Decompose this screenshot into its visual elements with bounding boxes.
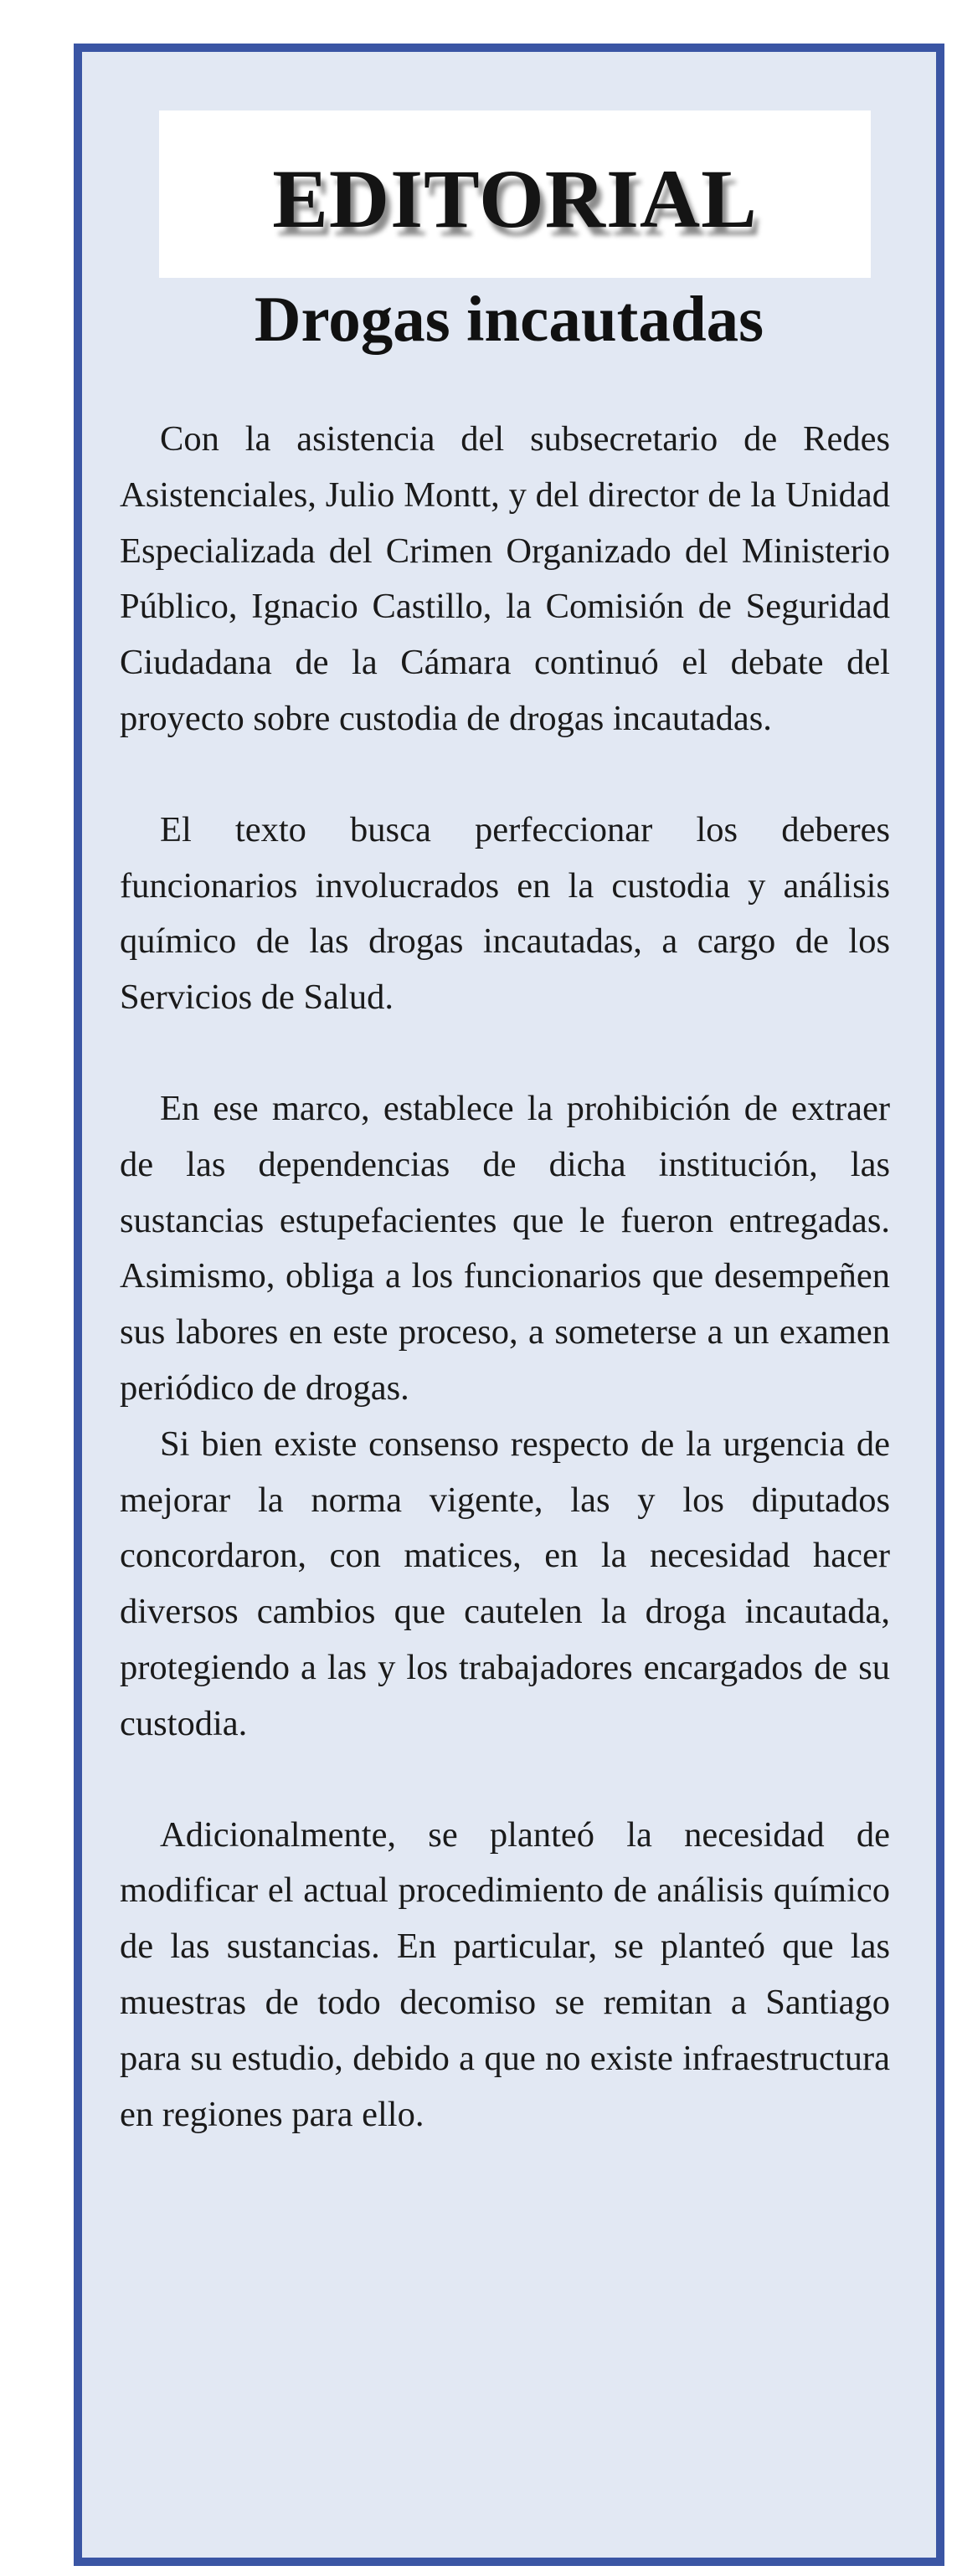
editorial-frame <box>74 44 944 2566</box>
paragraph-4: Si bien existe consenso respecto de la urgencia de mejorar la norma vigente, las y los diputados concordaron, con matices, en la necesidad hacer diversos cambios que cautelen la droga incautada, protegiendo a las y los trabajadores encargados de su custodia. <box>120 1424 890 1743</box>
editorial-header <box>159 110 871 278</box>
article-title: Drogas incautadas <box>254 283 764 355</box>
article-body <box>120 412 890 2142</box>
editorial-label: EDITORIAL <box>272 151 758 245</box>
paragraph-2: El texto busca perfeccionar los deberes funcionarios involucrados en la custodia y análisis químico de las drogas incautadas, a cargo de los Servicios de Salud. <box>120 809 890 1018</box>
paragraph-3: En ese marco, establece la prohibición de extraer de las dependencias de dicha institución, las sustancias estupefacientes que le fueron entregadas. Asimismo, obliga a los funcionarios que desempeñen sus labores en este proceso, a someterse a un examen periódico de drogas. <box>120 1088 890 1408</box>
paragraph-5: Adicionalmente, se planteó la necesidad de modificar el actual procedimiento de análisis químico de las sustancias. En particular, se planteó que las muestras de todo decomiso se remitan a Santiago para su estudio, debido a que no existe infraestructura en regiones para ello. <box>120 1814 890 2134</box>
paragraph-1: Con la asistencia del subsecretario de Redes Asistenciales, Julio Montt, y del director de la Unidad Especializada del Crimen Organizado del Ministerio Público, Ignacio Castillo, la Comisión de Seguridad Ciudadana de la Cámara continuó el debate del proyecto sobre custodia de drogas incautadas. <box>120 419 890 738</box>
